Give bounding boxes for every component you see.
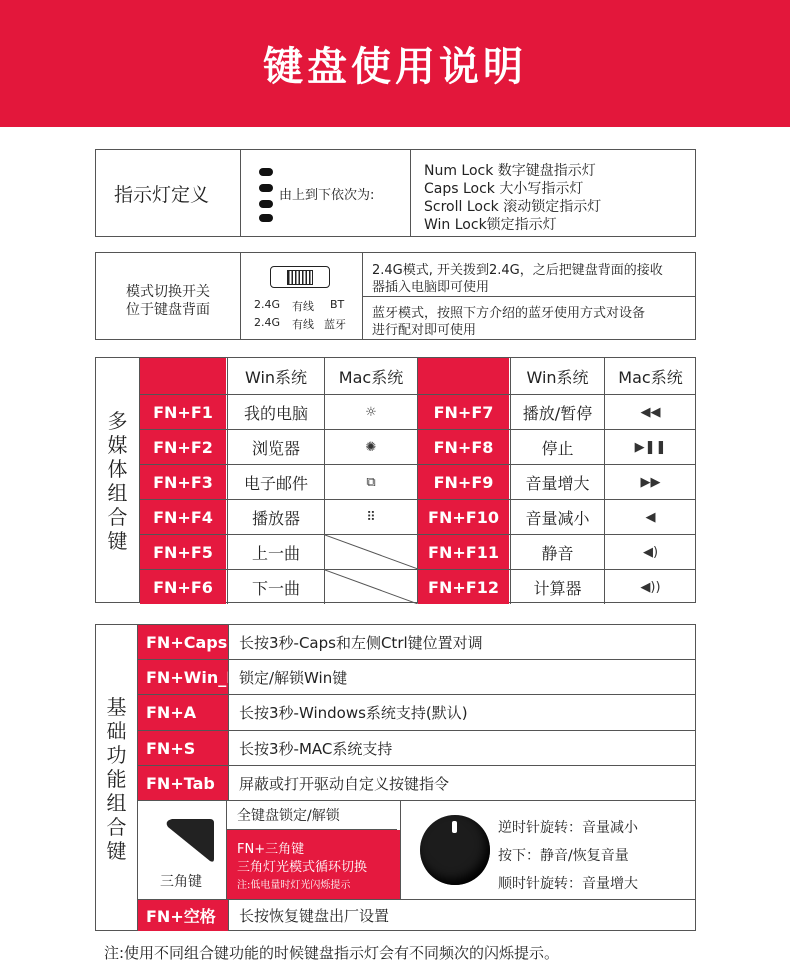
col-win-header: Win系统 [510, 358, 604, 394]
led-icon [259, 200, 273, 208]
rewind-icon: ◀◀ [604, 395, 696, 429]
launchpad-icon: ⠿ [324, 500, 417, 534]
win-function-cell: 音量增大 [510, 465, 604, 499]
mode-switch-icon [270, 266, 330, 288]
triangle-fn-note: 注:低电量时灯光闪烁提示 [237, 880, 351, 891]
brightness-high-icon: ✺ [324, 430, 417, 464]
mode-section [95, 252, 696, 340]
triangle-fn-line2: 三角灯光模式循环切换 [237, 860, 368, 875]
basic-desc: 长按3秒-Caps和左侧Ctrl键位置对调 [228, 625, 696, 659]
indicator-line: Caps Lock 大小写指示灯 [424, 181, 584, 197]
indicator-label: 指示灯定义 [114, 184, 210, 206]
win-function-cell: 我的电脑 [227, 395, 324, 429]
win-function-cell: 浏览器 [227, 430, 324, 464]
mac-empty-cell [324, 570, 417, 604]
basic-desc: 锁定/解锁Win键 [228, 660, 696, 694]
led-icon [259, 214, 273, 222]
fn-key-cell: FN+F10 [418, 500, 509, 534]
fn-key-cell: FN+F6 [140, 570, 226, 604]
led-icon [259, 184, 273, 192]
mode-option: 2.4G [254, 316, 281, 329]
win-function-cell: 上一曲 [227, 535, 324, 569]
indicator-line: Num Lock 数字键盘指示灯 [424, 163, 596, 179]
basic-key: FN+Tab [138, 766, 228, 800]
basic-desc: 长按3秒-Windows系统支持(默认) [228, 695, 696, 730]
mac-empty-cell [324, 535, 417, 569]
fn-key-cell: FN+F9 [418, 465, 509, 499]
header-banner [0, 0, 790, 127]
fn-key-cell: FN+F2 [140, 430, 226, 464]
mute-speaker-icon: ◀ [604, 500, 696, 534]
mission-control-icon: ⧉ [324, 465, 417, 499]
fn-key-cell: FN+F12 [418, 570, 509, 604]
multimedia-section [95, 357, 696, 603]
win-function-cell: 电子邮件 [227, 465, 324, 499]
mode-option: 有线 [292, 318, 314, 331]
fn-key-cell: FN+F1 [140, 395, 226, 429]
fn-key-cell: FN+F4 [140, 500, 226, 534]
indicator-line: Scroll Lock 滚动锁定指示灯 [424, 199, 602, 215]
volume-knob-icon [420, 815, 490, 885]
basic-section [95, 624, 696, 931]
triangle-key-label: 三角键 [160, 874, 202, 890]
indicator-section [95, 149, 696, 237]
fn-key-cell: FN+F7 [418, 395, 509, 429]
page-title: 键盘使用说明 [263, 44, 527, 90]
triangle-key-icon [158, 815, 218, 865]
win-function-cell: 静音 [510, 535, 604, 569]
win-function-cell: 音量减小 [510, 500, 604, 534]
mode-option: BT [330, 298, 345, 311]
col-mac-header: Mac系统 [324, 358, 417, 394]
volume-high-icon: ◀)) [604, 570, 696, 604]
triangle-fn-line1: FN+三角键 [237, 842, 305, 857]
mode-label-line2: 位于键盘背面 [126, 302, 210, 318]
basic-key: FN+S [138, 731, 228, 765]
mode-desc: 2.4G模式, 开关拨到2.4G，之后把键盘背面的接收 [372, 263, 663, 278]
basic-key: FN+空格 [138, 900, 228, 931]
mode-desc: 进行配对即可使用 [372, 323, 477, 338]
knob-ccw-text: 逆时针旋转：音量减小 [498, 820, 638, 836]
col-mac-header: Mac系统 [604, 358, 696, 394]
mode-desc: 器插入电脑即可使用 [372, 280, 490, 295]
knob-cw-text: 顺时针旋转：音量增大 [498, 876, 638, 892]
basic-key: FN+Caps [138, 625, 228, 659]
basic-key: FN+A [138, 695, 228, 730]
led-icon [259, 168, 273, 176]
mode-label-line1: 模式切换开关 [126, 284, 210, 300]
win-function-cell: 播放/暂停 [510, 395, 604, 429]
win-function-cell: 播放器 [227, 500, 324, 534]
fn-key-cell: FN+F3 [140, 465, 226, 499]
header-key-cell [418, 358, 509, 394]
basic-desc: 长按3秒-MAC系统支持 [228, 731, 696, 765]
play-pause-icon: ▶❚❚ [604, 430, 696, 464]
basic-desc: 长按恢复键盘出厂设置 [228, 900, 696, 931]
lock-all-text: 全键盘锁定/解锁 [237, 808, 340, 824]
indicator-order-text: 由上到下依次为: [279, 188, 375, 203]
volume-low-icon: ◀) [604, 535, 696, 569]
win-function-cell: 停止 [510, 430, 604, 464]
header-key-cell [140, 358, 226, 394]
win-function-cell: 下一曲 [227, 570, 324, 604]
col-win-header: Win系统 [227, 358, 324, 394]
fast-forward-icon: ▶▶ [604, 465, 696, 499]
mode-option: 蓝牙 [324, 318, 346, 331]
multimedia-side-label: 多 媒 体 组 合 键 [107, 409, 128, 553]
mode-option: 2.4G [254, 298, 281, 311]
fn-key-cell: FN+F8 [418, 430, 509, 464]
brightness-low-icon: ☼ [324, 395, 417, 429]
triangle-key-block [138, 801, 226, 899]
knob-press-text: 按下：静音/恢复音量 [498, 848, 629, 864]
footer-note: 注:使用不同组合键功能的时候键盘指示灯会有不同频次的闪烁提示。 [104, 944, 560, 962]
fn-key-cell: FN+F5 [140, 535, 226, 569]
basic-side-label: 基 础 功 能 组 合 键 [106, 694, 127, 863]
indicator-line: Win Lock锁定指示灯 [424, 217, 557, 233]
mode-desc: 蓝牙模式，按照下方介绍的蓝牙使用方式对设备 [372, 306, 646, 321]
win-function-cell: 计算器 [510, 570, 604, 604]
basic-desc: 屏蔽或打开驱动自定义按键指令 [228, 766, 696, 800]
mode-option: 有线 [292, 300, 314, 313]
fn-key-cell: FN+F11 [418, 535, 509, 569]
basic-key: FN+Win_L [138, 660, 228, 694]
triangle-fn-box [227, 830, 400, 899]
